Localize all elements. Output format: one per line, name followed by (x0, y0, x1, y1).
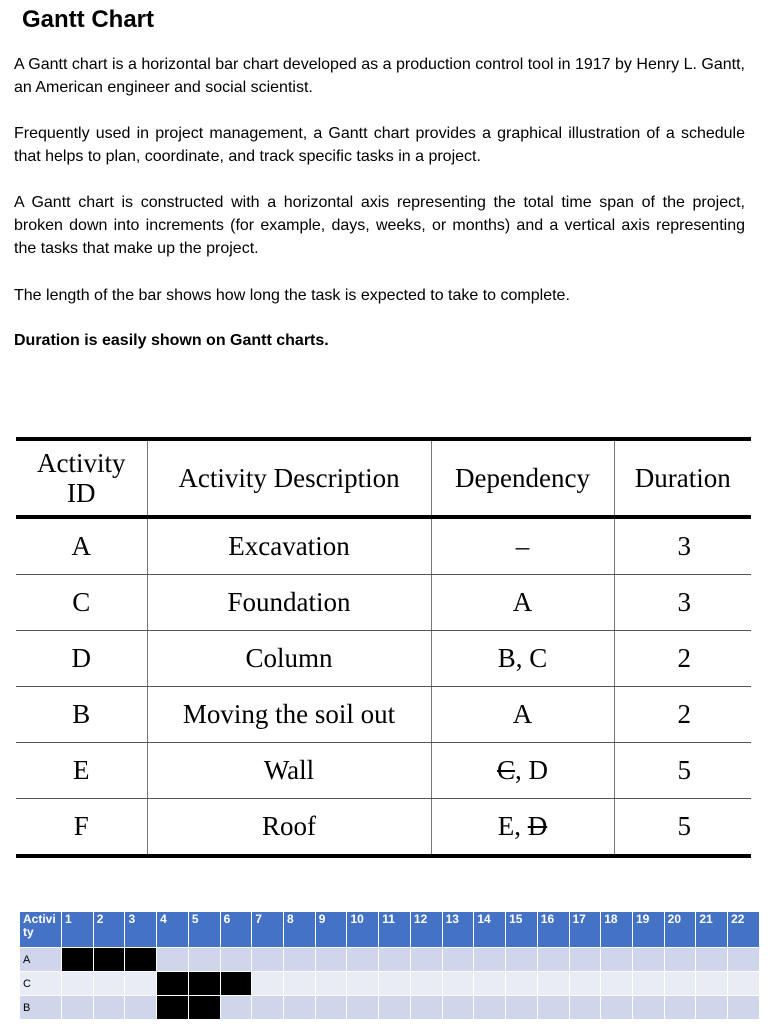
gantt-empty-cell (569, 972, 601, 996)
gantt-empty-cell (664, 972, 696, 996)
gantt-row-label: B (20, 996, 62, 1020)
activity-dependency (431, 799, 614, 857)
table-row (16, 575, 751, 631)
gantt-header-row (20, 912, 760, 948)
gantt-empty-cell (284, 996, 316, 1020)
gantt-empty-cell (252, 996, 284, 1020)
gantt-empty-cell (664, 948, 696, 972)
activity-duration: 3 (614, 575, 751, 631)
activity-description: Excavation (147, 517, 431, 575)
gantt-empty-cell (125, 996, 157, 1020)
table-row (16, 631, 751, 687)
header-activity-description: Activity Description (147, 439, 431, 517)
gantt-empty-cell (632, 972, 664, 996)
activity-id: A (16, 517, 147, 575)
gantt-period-10: 10 (347, 912, 379, 948)
paragraph-usage: Frequently used in project management, a Gantt chart provides a graphical illustration of a schedule that helps to plan, coordinate, and track specific tasks in a project. (14, 125, 745, 165)
gantt-period-7: 7 (252, 912, 284, 948)
gantt-empty-cell (601, 996, 633, 1020)
table-row (16, 517, 751, 575)
dependency-text: , D (515, 755, 548, 785)
gantt-empty-cell (284, 972, 316, 996)
gantt-period-11: 11 (379, 912, 411, 948)
bold-note: Duration is easily shown on Gantt charts. (14, 332, 329, 349)
table-row (16, 687, 751, 743)
activity-id: C (16, 575, 147, 631)
gantt-empty-cell (410, 948, 442, 972)
activity-table (16, 437, 751, 858)
gantt-row (20, 972, 760, 996)
gantt-period-13: 13 (442, 912, 474, 948)
gantt-empty-cell (474, 948, 506, 972)
gantt-period-9: 9 (315, 912, 347, 948)
struck-dependency: C (496, 755, 515, 785)
activity-description: Wall (147, 743, 431, 799)
gantt-empty-cell (379, 948, 411, 972)
activity-duration: 3 (614, 517, 751, 575)
gantt-empty-cell (252, 972, 284, 996)
gantt-empty-cell (664, 996, 696, 1020)
gantt-empty-cell (569, 948, 601, 972)
gantt-bar-cell (93, 948, 125, 972)
gantt-empty-cell (125, 972, 157, 996)
header-activity-id: Activity ID (16, 439, 147, 517)
dependency-text: E, (497, 811, 528, 841)
gantt-empty-cell (62, 972, 94, 996)
gantt-period-6: 6 (220, 912, 252, 948)
gantt-empty-cell (537, 972, 569, 996)
gantt-period-2: 2 (93, 912, 125, 948)
gantt-period-22: 22 (728, 912, 760, 948)
gantt-empty-cell (188, 948, 220, 972)
activity-dependency: A (431, 687, 614, 743)
gantt-header-activity: Activity (20, 912, 62, 948)
gantt-empty-cell (442, 972, 474, 996)
gantt-bar-cell (188, 972, 220, 996)
activity-duration: 2 (614, 687, 751, 743)
gantt-period-17: 17 (569, 912, 601, 948)
gantt-bar-cell (188, 996, 220, 1020)
gantt-empty-cell (442, 996, 474, 1020)
activity-dependency: – (431, 517, 614, 575)
gantt-empty-cell (474, 996, 506, 1020)
gantt-period-20: 20 (664, 912, 696, 948)
gantt-empty-cell (601, 972, 633, 996)
gantt-empty-cell (632, 948, 664, 972)
gantt-period-15: 15 (506, 912, 538, 948)
activity-duration: 2 (614, 631, 751, 687)
gantt-empty-cell (601, 948, 633, 972)
gantt-grid (19, 911, 760, 1020)
gantt-empty-cell (347, 948, 379, 972)
gantt-row-label: C (20, 972, 62, 996)
gantt-period-21: 21 (696, 912, 728, 948)
gantt-bar-cell (125, 948, 157, 972)
gantt-empty-cell (410, 972, 442, 996)
gantt-empty-cell (347, 996, 379, 1020)
gantt-row (20, 948, 760, 972)
activity-dependency: B, C (431, 631, 614, 687)
gantt-period-3: 3 (125, 912, 157, 948)
activity-id: B (16, 687, 147, 743)
activity-table-header (16, 439, 751, 517)
gantt-empty-cell (379, 996, 411, 1020)
activity-description: Moving the soil out (147, 687, 431, 743)
gantt-bar-cell (157, 972, 189, 996)
gantt-empty-cell (506, 972, 538, 996)
gantt-empty-cell (93, 996, 125, 1020)
gantt-empty-cell (410, 996, 442, 1020)
gantt-empty-cell (347, 972, 379, 996)
gantt-bar-cell (62, 948, 94, 972)
activity-id: D (16, 631, 147, 687)
gantt-empty-cell (284, 948, 316, 972)
activity-dependency (431, 743, 614, 799)
gantt-empty-cell (696, 996, 728, 1020)
paragraph-construction: A Gantt chart is constructed with a horizontal axis representing the total time span of the project, broken down into increments (for example, days, weeks, or months) and a vertical axis representing the tasks that make up the project. (14, 194, 745, 257)
activity-id: E (16, 743, 147, 799)
gantt-empty-cell (728, 948, 760, 972)
gantt-empty-cell (315, 972, 347, 996)
gantt-row (20, 996, 760, 1020)
gantt-period-12: 12 (410, 912, 442, 948)
gantt-empty-cell (315, 996, 347, 1020)
paragraph-history: A Gantt chart is a horizontal bar chart developed as a production control tool in 1917 by Henry L. Gantt, an American engineer and social scientist. (14, 56, 745, 96)
activity-id: F (73, 811, 89, 841)
struck-dependency: D (527, 811, 548, 841)
gantt-bar-cell (220, 972, 252, 996)
gantt-period-4: 4 (157, 912, 189, 948)
gantt-period-14: 14 (474, 912, 506, 948)
table-row (16, 799, 751, 857)
gantt-empty-cell (220, 948, 252, 972)
gantt-empty-cell (696, 972, 728, 996)
gantt-empty-cell (62, 996, 94, 1020)
activity-description: Column (147, 631, 431, 687)
gantt-empty-cell (506, 996, 538, 1020)
paragraph-bar-length: The length of the bar shows how long the task is expected to take to complete. (14, 287, 570, 304)
gantt-empty-cell (220, 996, 252, 1020)
gantt-empty-cell (379, 972, 411, 996)
gantt-empty-cell (728, 996, 760, 1020)
gantt-empty-cell (474, 972, 506, 996)
gantt-period-5: 5 (188, 912, 220, 948)
gantt-bar-cell (157, 996, 189, 1020)
gantt-period-1: 1 (62, 912, 94, 948)
gantt-empty-cell (93, 972, 125, 996)
gantt-empty-cell (157, 948, 189, 972)
activity-description: Roof (147, 799, 431, 857)
gantt-empty-cell (315, 948, 347, 972)
activity-description: Foundation (147, 575, 431, 631)
activity-duration: 5 (614, 799, 751, 857)
header-duration: Duration (614, 439, 751, 517)
gantt-period-19: 19 (632, 912, 664, 948)
gantt-empty-cell (442, 948, 474, 972)
gantt-empty-cell (506, 948, 538, 972)
gantt-empty-cell (632, 996, 664, 1020)
gantt-empty-cell (696, 948, 728, 972)
gantt-period-8: 8 (284, 912, 316, 948)
gantt-empty-cell (537, 948, 569, 972)
gantt-empty-cell (569, 996, 601, 1020)
gantt-row-label: A (20, 948, 62, 972)
activity-dependency: A (431, 575, 614, 631)
gantt-empty-cell (728, 972, 760, 996)
header-dependency: Dependency (431, 439, 614, 517)
gantt-empty-cell (252, 948, 284, 972)
table-row (16, 743, 751, 799)
activity-duration: 5 (614, 743, 751, 799)
gantt-period-18: 18 (601, 912, 633, 948)
page-title: Gantt Chart (22, 6, 154, 33)
gantt-period-16: 16 (537, 912, 569, 948)
gantt-empty-cell (537, 996, 569, 1020)
